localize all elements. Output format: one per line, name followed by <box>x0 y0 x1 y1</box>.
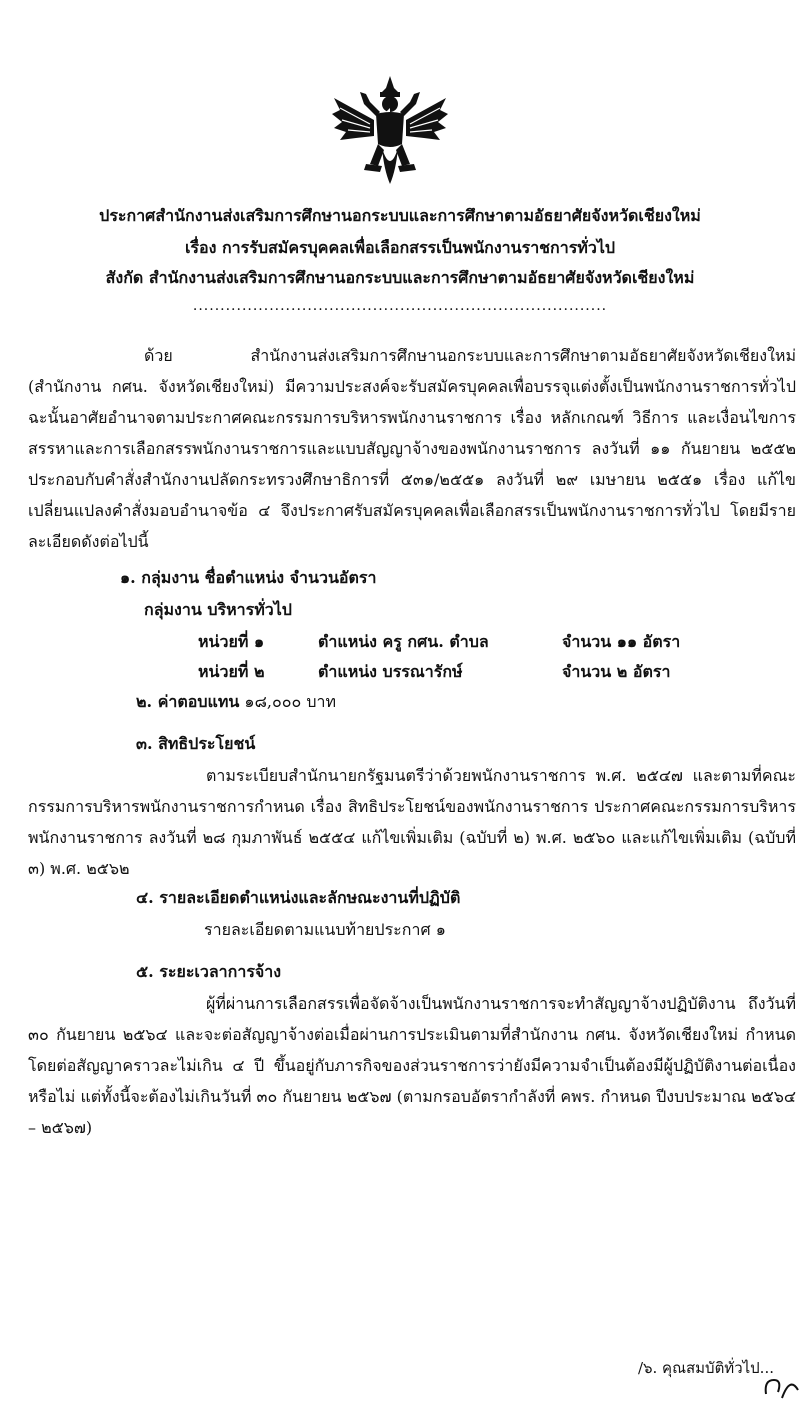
unit2-label: หน่วยที่ ๒ <box>198 662 265 681</box>
header-separator: ............................................................................ <box>192 298 608 314</box>
announcement-affiliation: สังกัด สำนักงานส่งเสริมการศึกษานอกระบบและการศึกษาตามอัธยาศัยจังหวัดเชียงใหม่ <box>105 268 695 287</box>
unit1-count: จำนวน ๑๑ อัตรา <box>562 632 681 651</box>
unit1-position: ตำแหน่ง ครู กศน. ตำบล <box>318 632 489 651</box>
section3-heading: ๓. สิทธิประโยชน์ <box>136 734 256 753</box>
section5-heading: ๕. ระยะเวลาการจ้าง <box>136 962 282 981</box>
section2-amount: ๑๘,๐๐๐ บาท <box>244 692 337 711</box>
unit1-label: หน่วยที่ ๑ <box>198 632 265 651</box>
announcement-subject: เรื่อง การรับสมัครบุคคลเพื่อเลือกสรรเป็นพนักงานราชการทั่วไป <box>184 238 616 257</box>
section1-heading: ๑. กลุ่มงาน ชื่อตำแหน่ง จำนวนอัตรา <box>120 568 377 587</box>
section2-heading: ๒. ค่าตอบแทน <box>136 692 240 711</box>
section2 <box>136 690 336 715</box>
section3-text: ตามระเบียบสำนักนายกรัฐมนตรีว่าด้วยพนักงานราชการ พ.ศ. ๒๕๔๗ และตามที่คณะกรรมการบริหารพนักงานราชการกำหนด เรื่อง สิทธิประโยชน์ของพนักงานราชการ ประกาศคณะกรรมการบริหารพนักงานราชการ ลงวันที่ ๒๘ กุมภาพันธ์ ๒๕๕๔ แก้ไขเพิ่มเติม (ฉบับที่ ๒) พ.ศ. ๒๕๖๐ และแก้ไขเพิ่มเติม (ฉบับที่ ๓) พ.ศ. ๒๕๖๒ <box>28 766 797 878</box>
next-page-note: /๖. คุณสมบัติทั่วไป... <box>637 1359 774 1377</box>
section4-text: รายละเอียดตามแนบท้ายประกาศ ๑ <box>204 920 446 939</box>
handwritten-signature-icon <box>760 1372 800 1402</box>
unit2-position: ตำแหน่ง บรรณารักษ์ <box>318 662 463 681</box>
unit2-count: จำนวน ๒ อัตรา <box>562 662 671 681</box>
section5-text: ผู้ที่ผ่านการเลือกสรรเพื่อจัดจ้างเป็นพนักงานราชการจะทำสัญญาจ้างปฏิบัติงาน ถึงวันที่ ๓๐ กันยายน ๒๕๖๔ และจะต่อสัญญาจ้างต่อเมื่อผ่านการประเมินตามที่สำนักงาน กศน. จังหวัดเชียงใหม่ กำหนด โดยต่อสัญญาคราวละไม่เกิน ๔ ปี ขึ้นอยู่กับภารกิจของส่วนราชการว่ายังมีความจำเป็นต้องมีผู้ปฏิบัติงานต่อเนื่องหรือไม่ แต่ทั้งนี้จะต้องไม่เกินวันที่ ๓๐ กันยายน ๒๕๖๗ (ตามกรอบอัตรากำลังที่ คพร. กำหนด ปีงบประมาณ ๒๕๖๔ – ๒๕๖๗) <box>28 994 796 1137</box>
section1-group: กลุ่มงาน บริหารทั่วไป <box>144 600 292 619</box>
intro-paragraph: ด้วย สำนักงานส่งเสริมการศึกษานอกระบบและการศึกษาตามอัธยาศัยจังหวัดเชียงใหม่ (สำนักงาน กศน. จังหวัดเชียงใหม่) มีความประสงค์จะรับสมัครบุคคลเพื่อบรรจุแต่งตั้งเป็นพนักงานราชการทั่วไป ฉะนั้นอาศัยอำนาจตามประกาศคณะกรรมการบริหารพนักงานราชการ เรื่อง หลักเกณฑ์ วิธีการ และเงื่อนไขการสรรหาและการเลือกสรรพนักงานราชการและแบบสัญญาจ้างของพนักงานราชการ ลงวันที่ ๑๑ กันยายน ๒๕๕๒ ประกอบกับคำสั่งสำนักงานปลัดกระทรวงศึกษาธิการที่ ๕๓๑/๒๕๕๑ ลงวันที่ ๒๙ เมษายน ๒๕๕๑ เรื่อง แก้ไขเปลี่ยนแปลงคำสั่งมอบอำนาจข้อ ๔ จึงประกาศรับสมัครบุคคลเพื่อเลือกสรรเป็นพนักงานราชการทั่วไป โดยมีรายละเอียดดังต่อไปนี้ <box>28 346 796 551</box>
section4-heading: ๔. รายละเอียดตำแหน่งและลักษณะงานที่ปฏิบัติ <box>136 888 461 907</box>
announcement-title: ประกาศสำนักงานส่งเสริมการศึกษานอกระบบและการศึกษาตามอัธยาศัยจังหวัดเชียงใหม่ <box>99 206 701 225</box>
garuda-emblem-icon <box>330 74 450 186</box>
